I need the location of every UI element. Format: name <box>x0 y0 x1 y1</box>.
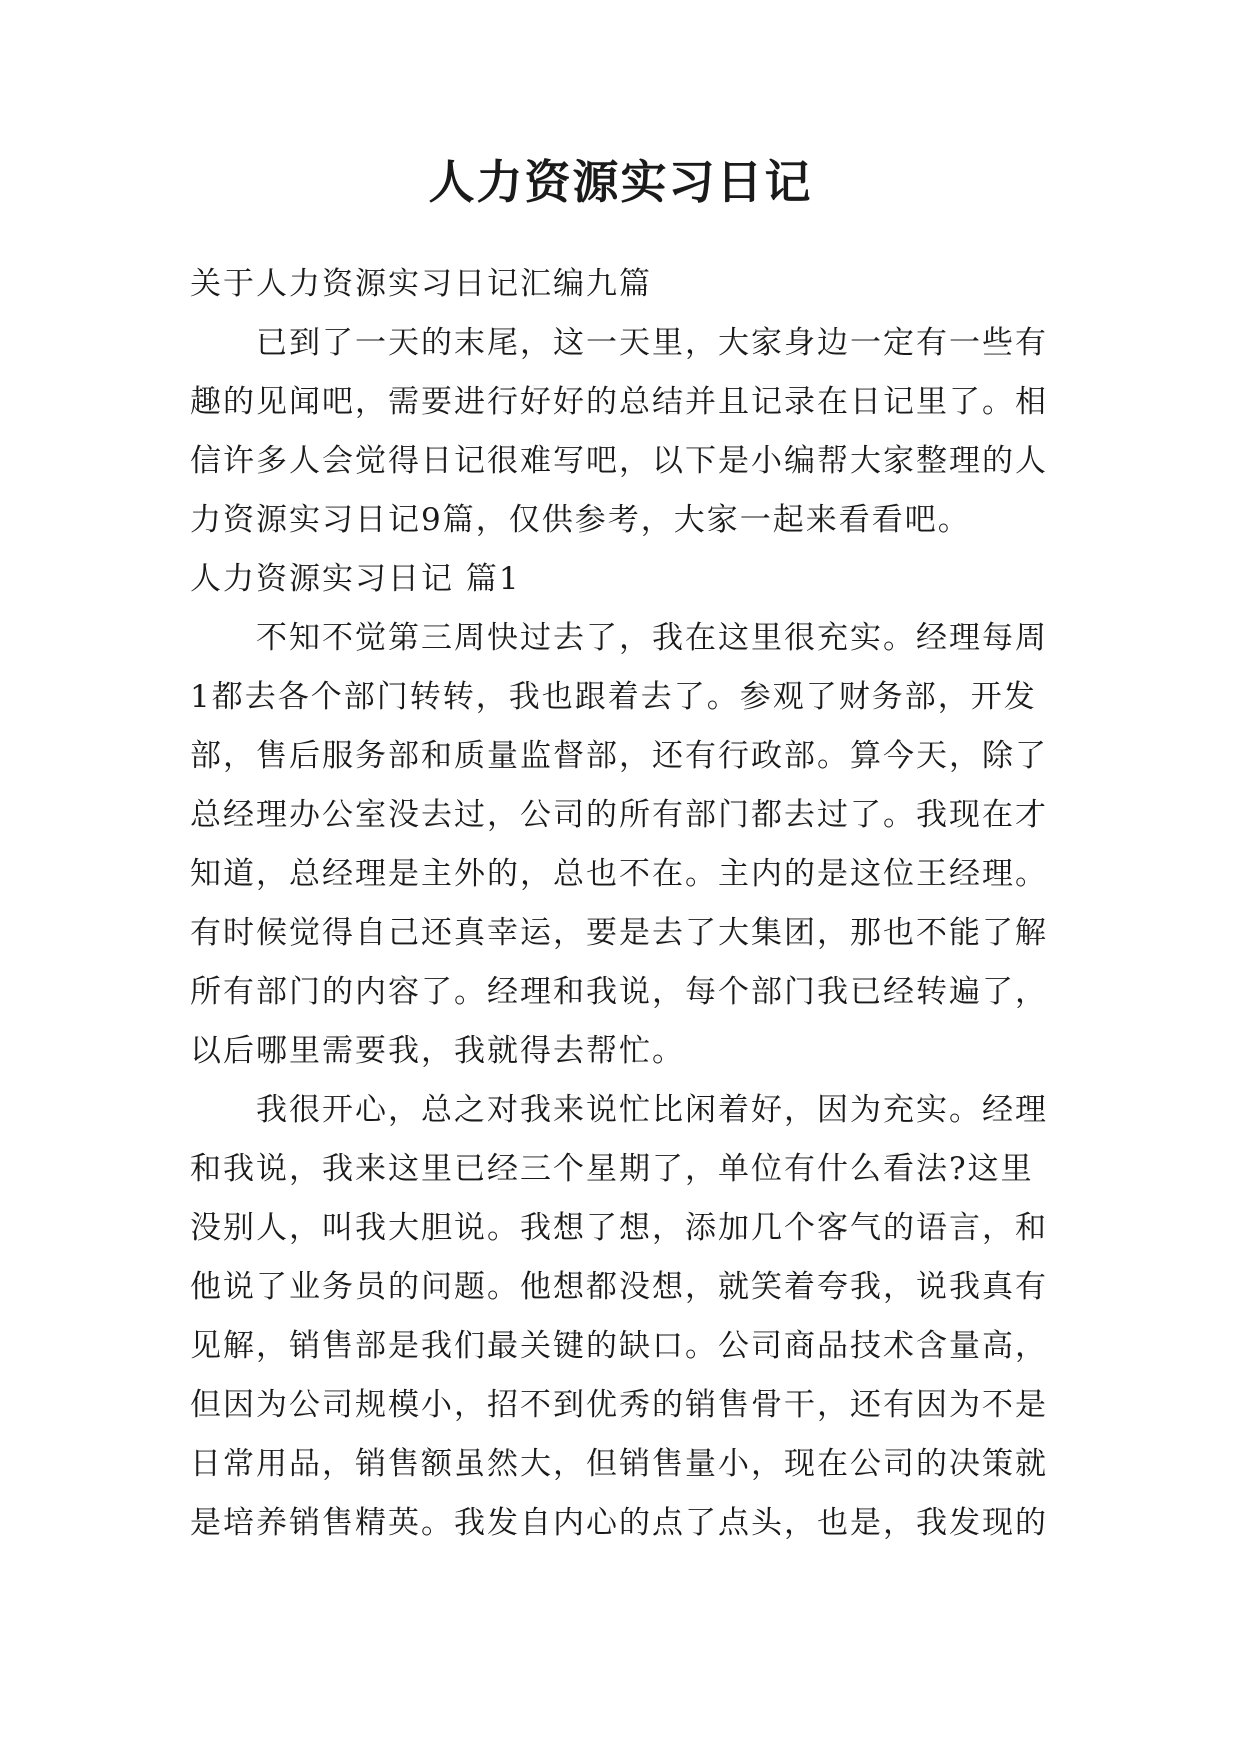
section-paragraph: 不知不觉第三周快过去了，我在这里很充实。经理每周1都去各个部门转转，我也跟着去了。参观了财务部，开发部，售后服务部和质量监督部，还有行政部。算今天，除了总经理办公室没去过，公司的所有部门都去过了。我现在才知道，总经理是主外的，总也不在。主内的是这位王经理。有时候觉得自己还真幸运，要是去了大集团，那也不能了解所有部门的内容了。经理和我说，每个部门我已经转遍了，以后哪里需要我，我就得去帮忙。 <box>190 620 1048 1069</box>
intro-paragraph: 已到了一天的末尾，这一天里，大家身边一定有一些有趣的见闻吧，需要进行好好的总结并且记录在日记里了。相信许多人会觉得日记很难写吧，以下是小编帮大家整理的人力资源实习日记9篇，仅供参考，大家一起来看看吧。 <box>190 325 1048 538</box>
document-title: 人力资源实习日记 <box>428 155 813 209</box>
section-paragraph: 我很开心，总之对我来说忙比闲着好，因为充实。经理和我说，我来这里已经三个星期了，单位有什么看法?这里没别人，叫我大胆说。我想了想，添加几个客气的语言，和他说了业务员的问题。他想都没想，就笑着夸我，说我真有见解，销售部是我们最关键的缺口。公司商品技术含量高，但因为公司规模小，招不到优秀的销售骨干，还有因为不是日常用品，销售额虽然大，但销售量小，现在公司的决策就是培养销售精英。我发自内心的点了点头，也是，我发现的 <box>190 1092 1048 1541</box>
document-body <box>190 255 1050 1553</box>
document-subtitle: 关于人力资源实习日记汇编九篇 <box>190 266 652 302</box>
section-heading: 人力资源实习日记 篇1 <box>190 561 521 597</box>
